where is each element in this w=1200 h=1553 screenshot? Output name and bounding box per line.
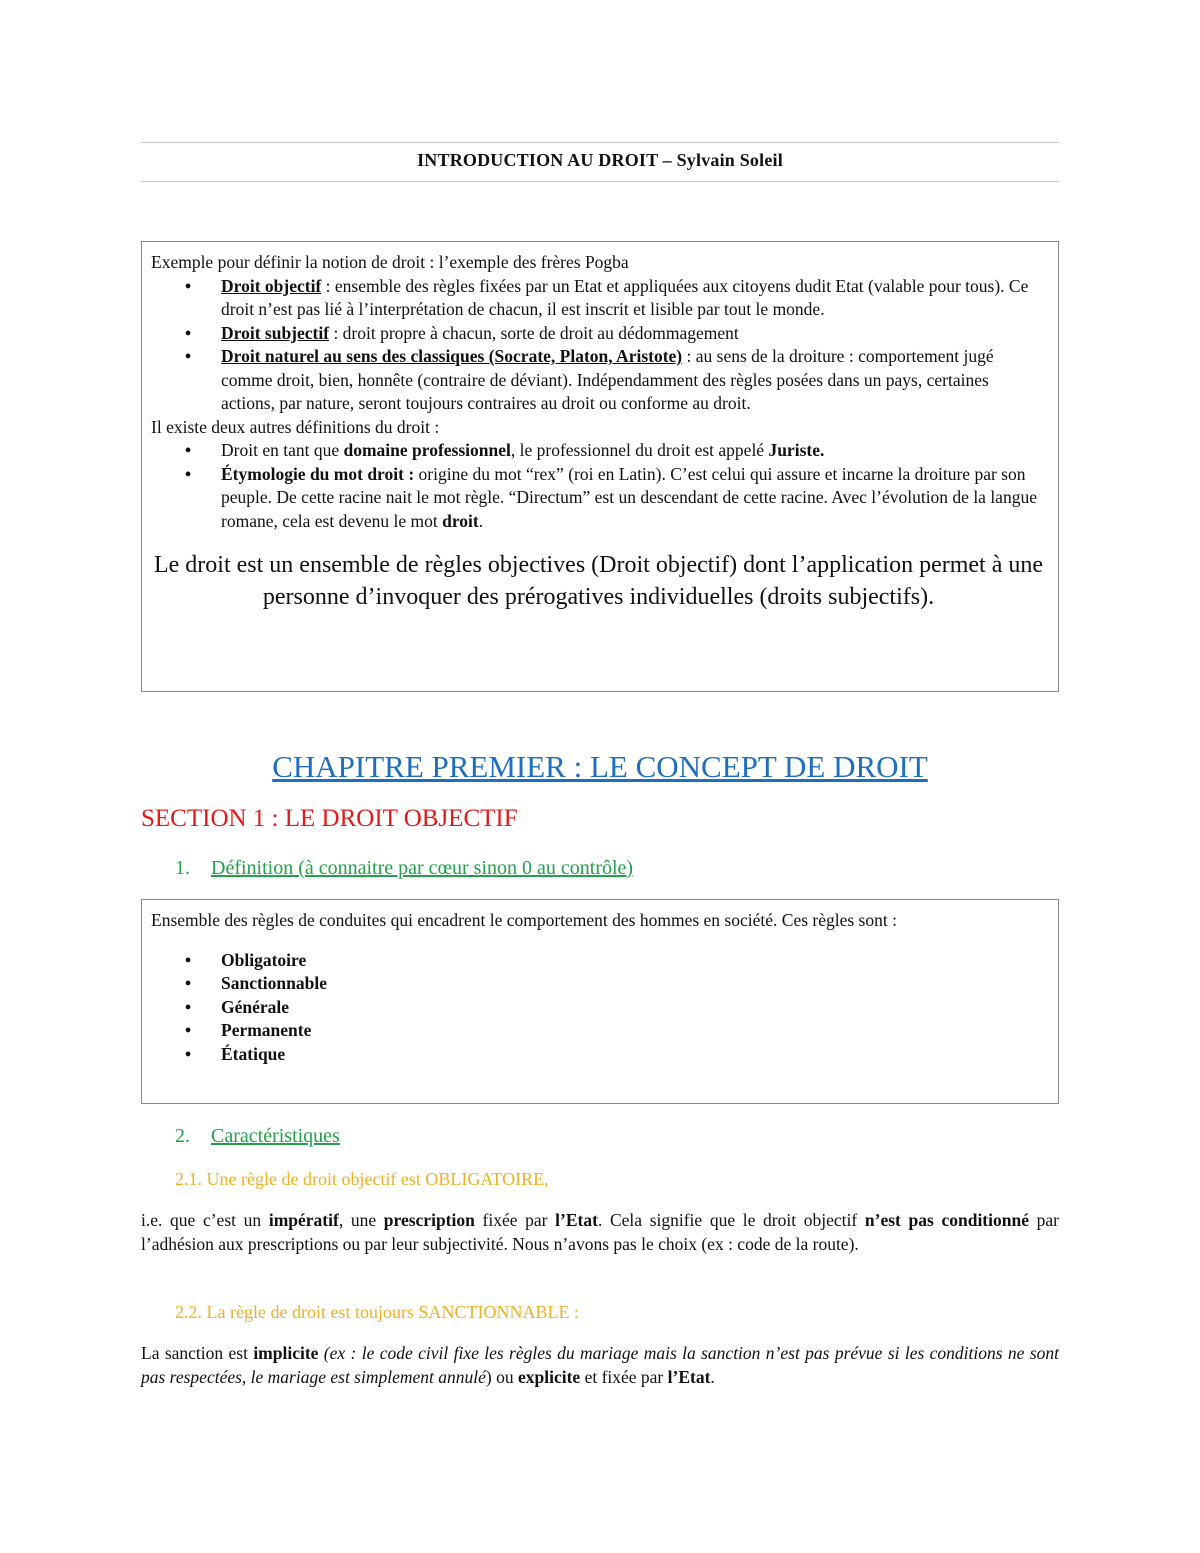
item-label: Générale bbox=[221, 996, 290, 1017]
bullet-icon: • bbox=[185, 1020, 192, 1040]
item-label: Obligatoire bbox=[221, 949, 307, 970]
text-run: par l’adhésion aux prescriptions ou par leur subjectivité. Nous n’avons pas le choix (ex : code de la route). bbox=[141, 1210, 1059, 1254]
other-definitions-lead: Il existe deux autres définitions du droit : bbox=[151, 416, 440, 437]
term-definition: : au sens de la droiture : comportement jugé comme droit, bien, honnête (contraire de déviant). Indépendamment des règles posées dans un pays, certaines actions, par nature, seront toujours contraires au droit ou conforme au droit. bbox=[221, 346, 994, 413]
bullet-icon: • bbox=[185, 322, 192, 343]
list-item bbox=[151, 949, 1046, 973]
list-item bbox=[151, 275, 1046, 322]
list-item bbox=[151, 972, 1046, 996]
list-item bbox=[151, 1019, 1046, 1043]
text-run: , une bbox=[338, 1210, 384, 1230]
text-run: La sanction est bbox=[141, 1343, 254, 1363]
emphasis: l’Etat bbox=[667, 1366, 711, 1387]
term-definition: : droit propre à chacun, sorte de droit au dédommagement bbox=[329, 322, 739, 343]
emphasis: n’est pas conditionné bbox=[864, 1210, 1029, 1230]
text-run: . Cela signifie que le droit objectif bbox=[597, 1210, 865, 1230]
text-run: i.e. que c’est un bbox=[141, 1210, 269, 1230]
definition-box bbox=[141, 899, 1059, 1104]
emphasis: Étymologie du mot droit : bbox=[221, 463, 419, 484]
emphasis: implicite bbox=[253, 1343, 319, 1363]
text-run: et fixée par bbox=[580, 1366, 668, 1387]
heading-number: 1. bbox=[175, 857, 190, 879]
text-run: Droit en tant que bbox=[221, 440, 344, 460]
list-item bbox=[151, 322, 1046, 346]
term: Droit naturel au sens des classiques (Socrate, Platon, Aristote) bbox=[221, 346, 683, 366]
item-label: Sanctionnable bbox=[221, 973, 327, 993]
heading-text: Définition (à connaitre par cœur sinon 0 au contrôle) bbox=[211, 857, 634, 879]
paragraph-sanctionnable bbox=[141, 1342, 1059, 1389]
intro-lead: Exemple pour définir la notion de droit : l’exemple des frères Pogba bbox=[151, 252, 629, 272]
text-run: . bbox=[710, 1366, 715, 1387]
section-heading: SECTION 1 : LE DROIT OBJECTIF bbox=[141, 805, 518, 832]
emphasis: droit bbox=[442, 510, 479, 531]
text-run: origine du mot “rex” (roi en Latin). C’est celui qui assure et incarne la droiture par son peuple. De cette racine nait le mot règle. “Directum” est un descendant de cette racine. Avec l’évolution de la langue romane, cela est devenu le mot bbox=[221, 463, 1037, 531]
subheading-2-2: 2.2. La règle de droit est toujours SANCTIONNABLE : bbox=[175, 1302, 579, 1322]
term: Droit subjectif bbox=[221, 322, 330, 343]
definition-text: Ensemble des règles de conduites qui encadrent le comportement des hommes en société. Ces règles sont : bbox=[151, 910, 897, 930]
intro-box bbox=[141, 241, 1059, 692]
list-item bbox=[151, 439, 1046, 463]
emphasis: explicite bbox=[517, 1366, 581, 1387]
conclusion-statement: Le droit est un ensemble de règles objectives (Droit objectif) dont l’application permet à une personne d’invoquer des prérogatives individuelles (droits subjectifs). bbox=[153, 552, 1044, 610]
numbered-heading-1 bbox=[175, 857, 633, 880]
text-run: fixée par bbox=[474, 1210, 556, 1230]
term-definition: : ensemble des règles fixées par un Etat et appliquées aux citoyens dudit Etat (valable pour tous). Ce droit n’est pas lié à l’interprétation de chacun, il est inscrit et lisible par tout le monde. bbox=[221, 275, 1029, 319]
characteristics-list bbox=[151, 949, 1046, 1067]
other-definitions-list bbox=[151, 439, 1046, 533]
emphasis: prescription bbox=[383, 1210, 475, 1230]
emphasis: impératif bbox=[268, 1210, 339, 1230]
heading-number: 2. bbox=[175, 1125, 190, 1147]
header-top-rule bbox=[141, 142, 1059, 143]
bullet-icon: • bbox=[185, 996, 192, 1017]
list-item bbox=[151, 1043, 1046, 1067]
document-title: INTRODUCTION AU DROIT – Sylvain Soleil bbox=[417, 150, 783, 170]
text-run: , le professionnel du droit est appelé bbox=[510, 440, 769, 460]
definition-list bbox=[151, 275, 1046, 416]
bullet-icon: • bbox=[185, 346, 192, 366]
list-item bbox=[151, 345, 1046, 416]
subheading-2-1: 2.1. Une règle de droit objectif est OBLIGATOIRE, bbox=[175, 1169, 549, 1189]
text-run: . bbox=[478, 510, 484, 531]
list-item bbox=[151, 996, 1046, 1020]
bullet-icon: • bbox=[185, 1043, 192, 1064]
term: Droit objectif bbox=[221, 275, 322, 296]
numbered-heading-2 bbox=[175, 1125, 340, 1148]
paragraph-obligatoire bbox=[141, 1209, 1059, 1256]
bullet-icon: • bbox=[185, 440, 192, 460]
emphasis: Juriste. bbox=[768, 440, 825, 460]
chapter-heading: CHAPITRE PREMIER : LE CONCEPT DE DROIT bbox=[272, 749, 928, 784]
bullet-icon: • bbox=[185, 949, 192, 970]
bullet-icon: • bbox=[185, 463, 192, 484]
bullet-icon: • bbox=[185, 275, 192, 296]
heading-text: Caractéristiques bbox=[211, 1125, 340, 1147]
italic-example: (ex : le code civil fixe les règles du mariage mais la sanction n’est pas prévue si les conditions ne sont pas respectées, le mariage est simplement annulé bbox=[141, 1343, 1059, 1387]
item-label: Étatique bbox=[221, 1043, 286, 1064]
emphasis: domaine professionnel bbox=[343, 440, 511, 460]
header-bottom-rule bbox=[141, 181, 1059, 182]
item-label: Permanente bbox=[221, 1020, 312, 1040]
list-item bbox=[151, 463, 1046, 534]
emphasis: l’Etat bbox=[555, 1210, 598, 1230]
bullet-icon: • bbox=[185, 973, 192, 993]
text-run: ) ou bbox=[485, 1366, 518, 1387]
